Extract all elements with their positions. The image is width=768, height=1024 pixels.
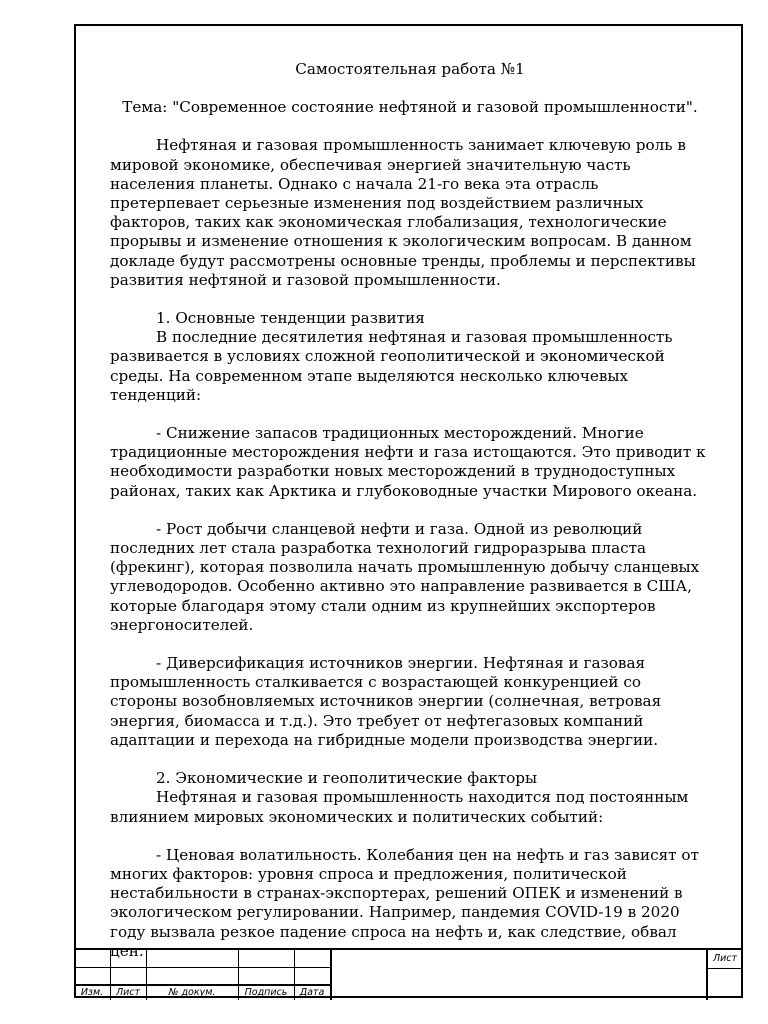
- stamp-sheet-line: [707, 968, 743, 969]
- document-topic: Тема: "Современное состояние нефтяной и газовой промышленности".: [122, 98, 698, 117]
- stamp-label-list: Лист: [115, 987, 141, 998]
- section-2-paragraph: Нефтяная и газовая промышленность находится под постоянным влиянием мировых экономических и политических событий:: [110, 788, 689, 826]
- section-heading-1: 1. Основные тенденции развития: [156, 309, 425, 328]
- trend-paragraph: - Диверсификация источников энергии. Нефтяная и газовая промышленность сталкивается с возрастающей конкуренцией со стороны возобновляемых источников энергии (солнечная, ветровая энергия, биомасса и т.д.). Это требует от нефтегазовых компаний адаптации и перехода на гибридные модели производства энергии.: [110, 654, 662, 749]
- document-body: [110, 60, 710, 961]
- stamp-label-sign: Подпись: [244, 987, 288, 998]
- trend-paragraph: - Рост добычи сланцевой нефти и газа. Одной из революций последних лет стала разработка технологий гидроразрыва пласта (фрекинг), которая позволила начать промышленную добычу сланцевых углеводородов. Особенно активно это направление развивается в США, которые благодаря этому стали одним из крупнейших экспортеров энергоносителей.: [110, 519, 700, 634]
- section-heading-2: 2. Экономические и геополитические факторы: [156, 769, 538, 788]
- factor-paragraph: - Ценовая волатильность. Колебания цен на нефть и газ зависят от многих факторов: уровня спроса и предложения, политической нестабильности в странах-экспортерах, решений ОПЕК и изменений в экологическом регулировании. Например, пандемия COVID-19 в 2020 году вызвала резкое падение спроса на нефть и, как следствие, обвал цен.: [110, 845, 699, 960]
- stamp-label-doc: № докум.: [168, 987, 216, 998]
- title-block: [74, 948, 743, 1000]
- stamp-label-sheet: Лист: [712, 953, 738, 964]
- intro-paragraph: Нефтяная и газовая промышленность занимает ключевую роль в мировой экономике, обеспечивая энергией значительную часть населения планеты. Однако с начала 21-го века эта отрасль претерпевает серьезные изменения под воздействием различных факторов, таких как экономическая глобализация, технологические прорывы и изменение отношения к экологическим вопросам. В данном докладе будут рассмотрены основные тренды, проблемы и перспективы развития нефтяной и газовой промышленности.: [110, 136, 696, 289]
- stamp-label-date: Дата: [299, 987, 325, 998]
- document-title: Самостоятельная работа №1: [295, 60, 525, 78]
- stamp-label-izm: Изм.: [80, 987, 104, 998]
- stamp-row-line: [74, 967, 331, 968]
- trend-paragraph: - Снижение запасов традиционных месторождений. Многие традиционные месторождения нефти и газа истощаются. Это приводит к необходимости разработки новых месторождений в труднодоступных районах, таких как Арктика и глубоководные участки Мирового океана.: [110, 424, 706, 500]
- stamp-col-line: [330, 950, 332, 1000]
- section-1-paragraph: В последние десятилетия нефтяная и газовая промышленность развивается в условиях сложной геополитической и экономической среды. На современном этапе выделяются несколько ключевых тенденций:: [110, 328, 673, 404]
